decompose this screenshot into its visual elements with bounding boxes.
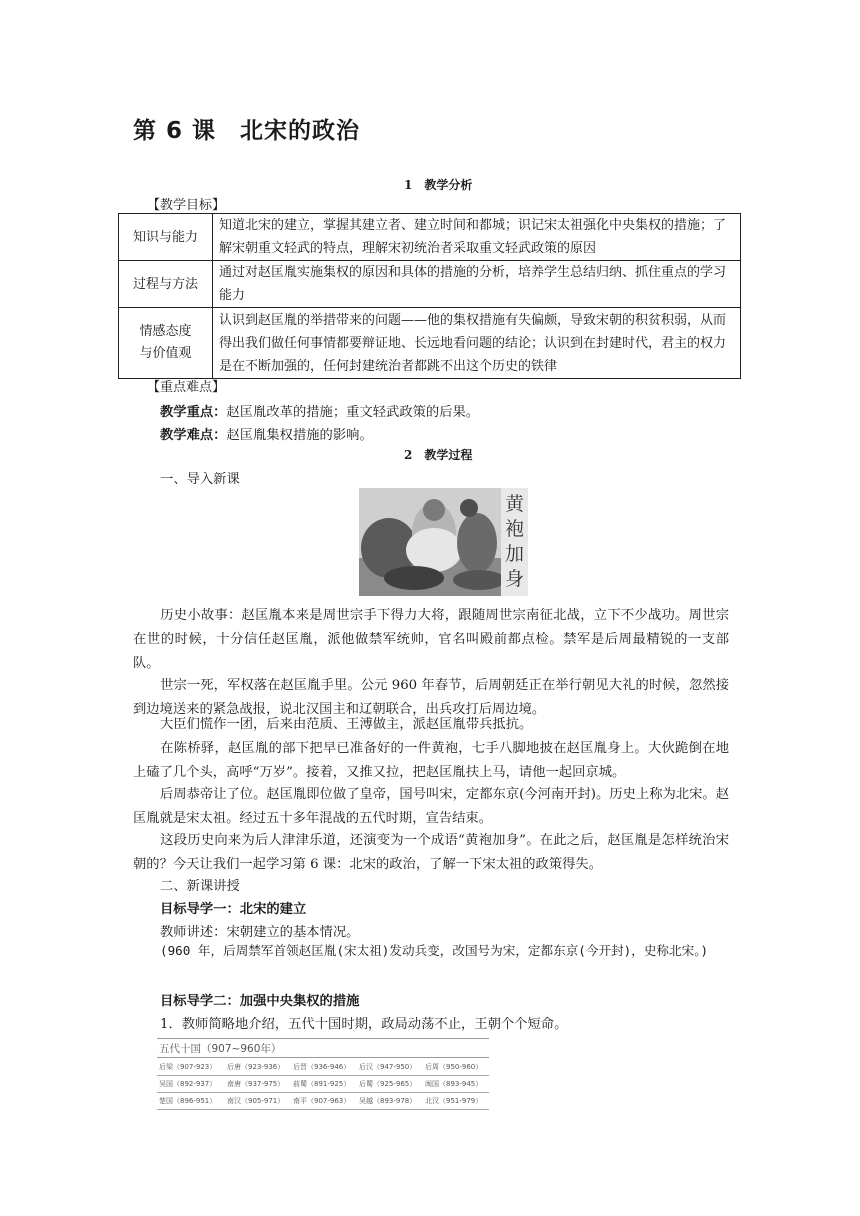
table-cell: 吴越（893-978） [359, 1097, 417, 1105]
table-row [157, 1076, 489, 1093]
story-paragraph-5 [133, 783, 729, 831]
row-text-process: 通过对赵匡胤实施集权的原因和具体的措施的分析，培养学生总结归纳、抓住重点的学习能力 [213, 261, 741, 308]
story-text-5: 后周恭帝让了位。赵匡胤即位做了皇帝，国号叫宋，定都东京(今河南开封)。历史上称为北宋。赵匡胤就是宋太祖。经过五十多年混战的五代时期，宣告结束。 [133, 787, 729, 826]
story-text-2: 世宗一死，军权落在赵匡胤手里。公元 960 年春节，后周朝廷正在举行朝见大礼的时候，忽然接到边境送来的紧急战报，说北汉国主和辽朝联合，出兵攻打后周边境。 [133, 678, 729, 717]
row-header-emotion [119, 308, 213, 379]
item-one-text: 1．教师简略地介绍，五代十国时期，政局动荡不止，王朝个个短命。 [160, 1017, 568, 1032]
story-text-3: 大臣们慌作一团，后来由范质、王溥做主，派赵匡胤带兵抵抗。 [160, 717, 533, 732]
table-cell: 后周（950-960） [425, 1063, 483, 1071]
difficulty-line [160, 424, 373, 443]
intro-heading: 一、导入新课 [160, 472, 240, 487]
key-point-text: 赵匡胤改革的措施；重文轻武政策的后果。 [226, 405, 480, 420]
page-title: 第 6 课 北宋的政治 [133, 118, 361, 144]
key-point-label: 教学重点： [160, 405, 227, 420]
new-lesson-heading: 二、新课讲授 [160, 879, 240, 894]
keypoints-label: 【重点难点】 [147, 380, 226, 395]
table-row [157, 1093, 489, 1110]
illustration-caption: 黄袍加身 [505, 493, 525, 590]
illustration-yellow-robe [359, 488, 528, 596]
teacher-narration: 教师讲述：宋朝建立的基本情况。 [160, 925, 360, 940]
note-text: (960 年，后周禁军首领赵匡胤(宋太祖)发动兵变，改国号为宋，定都东京(今开封)，史称北宋。) [160, 943, 709, 958]
table-cell: 后汉（947-950） [359, 1063, 417, 1071]
difficulty-label: 教学难点： [160, 428, 227, 443]
story-text-1: 历史小故事：赵匡胤本来是周世宗手下得力大将，跟随周世宗南征北战，立下不少战功。周世宗在世的时候，十分信任赵匡胤，派他做禁军统帅，官名叫殿前都点检。禁军是后周最精锐的一支部队。 [133, 608, 729, 671]
table-row [157, 1059, 489, 1076]
objectives-label: 【教学目标】 [147, 198, 226, 213]
table-row [119, 308, 741, 379]
goal-two-heading: 目标导学二：加强中央集权的措施 [160, 994, 360, 1009]
table-cell: 后梁（907-923） [159, 1063, 217, 1071]
story-paragraph-4 [133, 737, 729, 785]
table-row [119, 261, 741, 308]
goal-one-heading: 目标导学一：北宋的建立 [160, 902, 307, 917]
table-cell: 南唐（937-975） [227, 1080, 285, 1088]
story-paragraph-1 [133, 604, 729, 675]
section-heading-process: 2 教学过程 [404, 448, 473, 462]
note-paragraph [133, 940, 729, 962]
five-dynasties-table [157, 1038, 489, 1110]
table-cell: 后唐（923-936） [227, 1063, 285, 1071]
story-paragraph-6 [133, 829, 729, 877]
row-text-knowledge: 知道北宋的建立，掌握其建立者、建立时间和都城；识记宋太祖强化中央集权的措施；了解宋朝重文轻武的特点，理解宋初统治者采取重文轻武政策的原因 [213, 214, 741, 261]
table-cell: 楚国（896-951） [159, 1097, 217, 1105]
story-paragraph-3 [133, 713, 729, 737]
table-row [119, 214, 741, 261]
story-text-4: 在陈桥驿，赵匡胤的部下把早已准备好的一件黄袍，七手八脚地披在赵匡胤身上。大伙跪倒在地上磕了几个头，高呼“万岁”。接着，又推又拉，把赵匡胤扶上马，请他一起回京城。 [133, 741, 729, 780]
table-cell: 南汉（905-971） [227, 1097, 285, 1105]
story-text-6: 这段历史向来为后人津津乐道，还演变为一个成语“黄袍加身”。在此之后，赵匡胤是怎样统治宋朝的？今天让我们一起学习第 6 课：北宋的政治，了解一下宋太祖的政策得失。 [133, 833, 729, 872]
table-cell: 前蜀（891-925） [293, 1080, 351, 1088]
table-cell: 闽国（893-945） [425, 1080, 483, 1088]
objectives-table [118, 213, 741, 379]
row-text-emotion: 认识到赵匡胤的举措带来的问题——他的集权措施有失偏颇，导致宋朝的积贫积弱，从而得出我们做任何事情都要辩证地、长远地看问题的结论；认识到在封建时代，君主的权力是在不断加强的，任何封建统治者都跳不出这个历史的铁律 [213, 308, 741, 379]
table-cell: 南平（907-963） [293, 1097, 351, 1105]
row-header-emotion-line2: 与价值观 [139, 346, 192, 361]
dynasty-table-header: 五代十国（907~960年） [157, 1038, 489, 1058]
table-cell: 北汉（951-979） [425, 1097, 483, 1105]
section-heading-analysis: 1 教学分析 [404, 178, 473, 192]
row-header-knowledge: 知识与能力 [119, 214, 213, 261]
row-header-emotion-line1: 情感态度 [139, 324, 192, 339]
key-point-line [160, 401, 479, 420]
table-cell: 吴国（892-937） [159, 1080, 217, 1088]
table-cell: 后蜀（925-965） [359, 1080, 417, 1088]
illustration-art [359, 488, 528, 596]
difficulty-text: 赵匡胤集权措施的影响。 [226, 428, 373, 443]
table-cell: 后晋（936-946） [293, 1063, 351, 1071]
row-header-process: 过程与方法 [119, 261, 213, 308]
